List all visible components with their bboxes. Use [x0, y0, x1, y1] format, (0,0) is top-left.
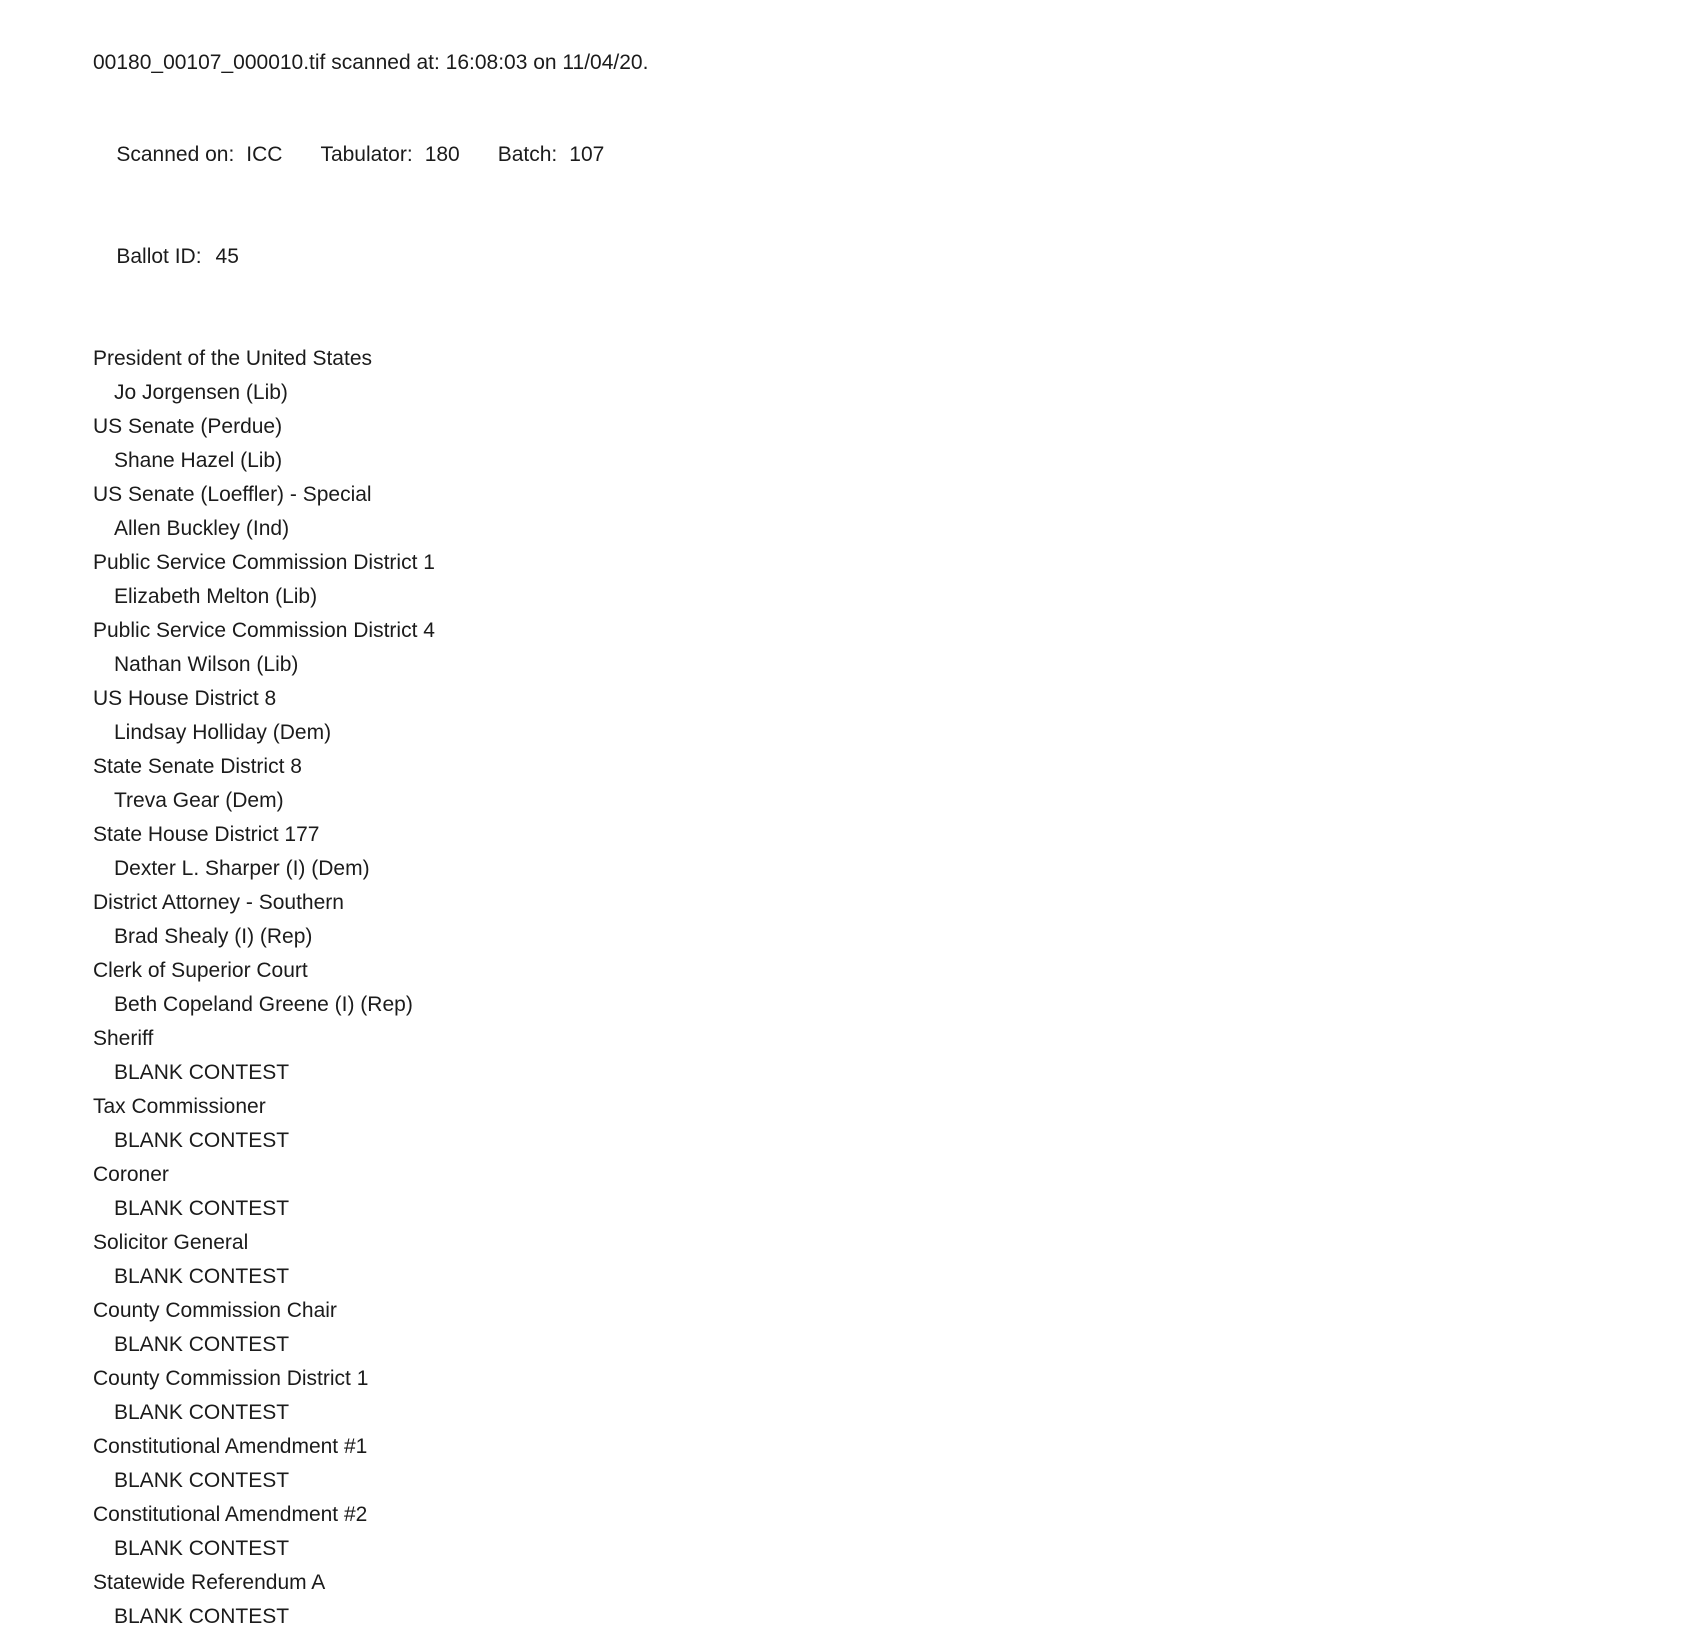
scanned-on-field	[116, 138, 282, 172]
scan-meta-row	[93, 104, 1648, 206]
contest-selection: Jo Jorgensen (Lib)	[114, 381, 288, 404]
contest-office: County Commission Chair	[93, 1299, 337, 1322]
contest-selection: Beth Copeland Greene (I) (Rep)	[114, 993, 413, 1016]
scanned-on-value: ICC	[246, 143, 283, 166]
contest-office: County Commission District 1	[93, 1367, 369, 1390]
contest-selection: BLANK CONTEST	[114, 1333, 290, 1356]
contest-selection: BLANK CONTEST	[114, 1061, 290, 1084]
tabulator-value: 180	[424, 143, 460, 166]
ballot-id-label: Ballot ID:	[116, 245, 202, 268]
contest-office: Public Service Commission District 1	[93, 551, 435, 574]
contest-office: Tax Commissioner	[93, 1095, 266, 1118]
batch-value: 107	[569, 143, 605, 166]
contest-selection: Treva Gear (Dem)	[114, 789, 284, 812]
contest-office: Constitutional Amendment #2	[93, 1503, 368, 1526]
contest-selection: Dexter L. Sharper (I) (Dem)	[114, 857, 370, 880]
batch-field	[498, 138, 605, 172]
contest-office: Constitutional Amendment #1	[93, 1435, 368, 1458]
contest-selection: Allen Buckley (Ind)	[114, 517, 290, 540]
contest-office: US Senate (Perdue)	[93, 415, 283, 438]
contest-list	[93, 342, 1648, 1634]
contest-selection: BLANK CONTEST	[114, 1605, 290, 1628]
contest-office: State House District 177	[93, 823, 320, 846]
contest-selection: BLANK CONTEST	[114, 1469, 290, 1492]
ballot-id-field	[93, 206, 1648, 308]
contest-selection: BLANK CONTEST	[114, 1197, 290, 1220]
contest-selection: BLANK CONTEST	[114, 1265, 290, 1288]
scan-file-line: 00180_00107_000010.tif scanned at: 16:08:03 on 11/04/20.	[93, 51, 649, 74]
contest-office: Clerk of Superior Court	[93, 959, 308, 982]
contest-selection: BLANK CONTEST	[114, 1401, 290, 1424]
tabulator-label: Tabulator:	[320, 143, 413, 166]
contest-selection: BLANK CONTEST	[114, 1537, 290, 1560]
contest-selection: Lindsay Holliday (Dem)	[114, 721, 332, 744]
contest-selection: Nathan Wilson (Lib)	[114, 653, 299, 676]
contest-selection: BLANK CONTEST	[114, 1129, 290, 1152]
contest-office: President of the United States	[93, 347, 372, 370]
tabulator-field	[320, 138, 459, 172]
contest-office: Sheriff	[93, 1027, 154, 1050]
ballot-id-value: 45	[215, 245, 239, 268]
contest-office: Statewide Referendum A	[93, 1571, 326, 1594]
contest-office: Coroner	[93, 1163, 169, 1186]
contest-office: US House District 8	[93, 687, 277, 710]
contest-selection: Shane Hazel (Lib)	[114, 449, 283, 472]
contest-selection: Elizabeth Melton (Lib)	[114, 585, 318, 608]
batch-label: Batch:	[497, 143, 558, 166]
contest-office: District Attorney - Southern	[93, 891, 344, 914]
contest-office: US Senate (Loeffler) - Special	[93, 483, 372, 506]
contest-selection: Brad Shealy (I) (Rep)	[114, 925, 313, 948]
contest-office: Solicitor General	[93, 1231, 249, 1254]
contest-office: State Senate District 8	[93, 755, 302, 778]
contest-office: Public Service Commission District 4	[93, 619, 435, 642]
scanned-on-label: Scanned on:	[116, 143, 235, 166]
